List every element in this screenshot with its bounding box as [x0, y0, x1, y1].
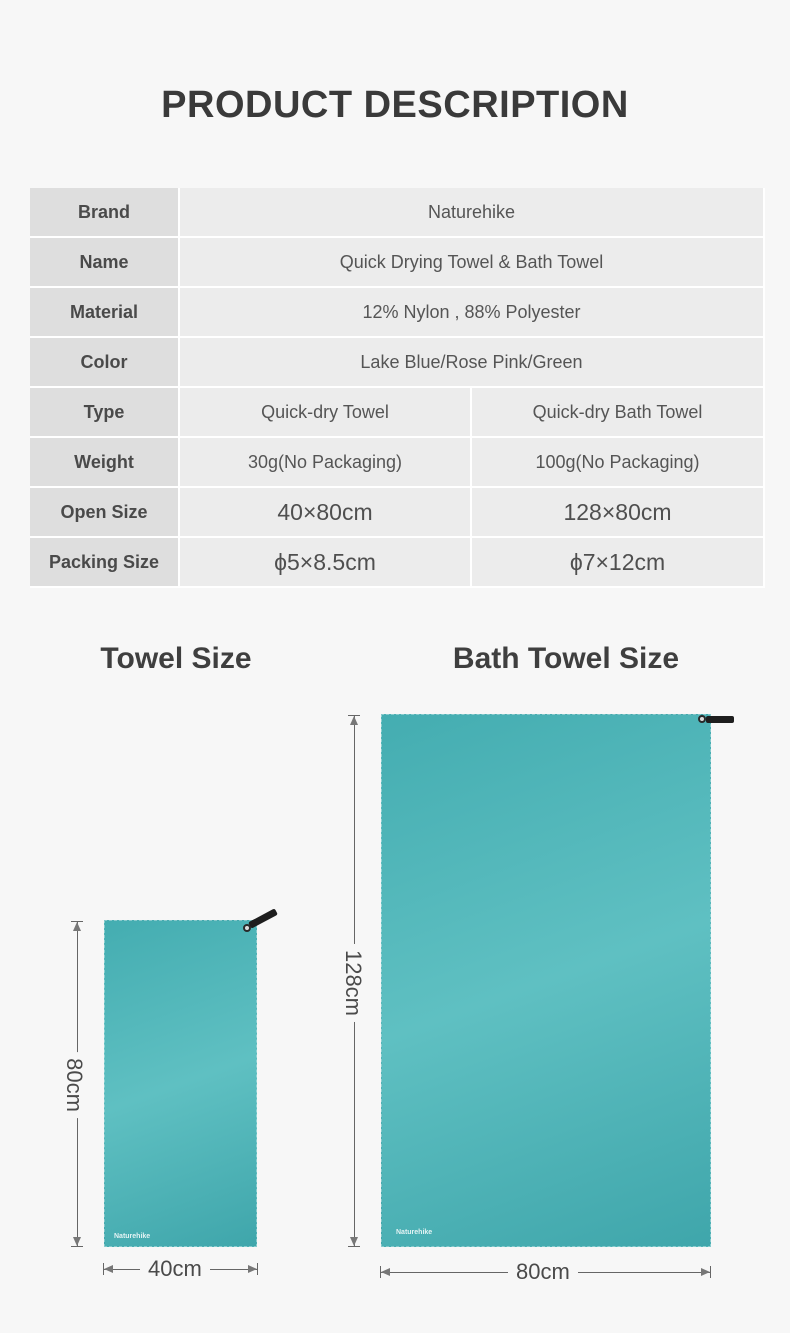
material-value: 12% Nylon , 88% Polyester [180, 288, 765, 338]
towel-height-arrow-down [73, 1237, 81, 1246]
bath-height-arrow-down [350, 1237, 358, 1246]
type-label: Type [30, 388, 180, 438]
bath-towel-hang-loop [698, 715, 706, 723]
towel-width-label: 40cm [140, 1256, 210, 1282]
packing-size-bath: ϕ7×12cm [472, 538, 765, 588]
brand-value: Naturehike [180, 188, 765, 238]
towel-height-tick-bottom [71, 1246, 83, 1247]
towel-height-label: 80cm [61, 1052, 87, 1118]
towel-width-arrow-left [104, 1265, 113, 1273]
open-size-bath: 128×80cm [472, 488, 765, 538]
packing-size-label: Packing Size [30, 538, 180, 588]
towel-width-arrow-right [248, 1265, 257, 1273]
weight-bath: 100g(No Packaging) [472, 438, 765, 488]
packing-size-towel: ϕ5×8.5cm [180, 538, 472, 588]
type-bath: Quick-dry Bath Towel [472, 388, 765, 438]
towel-height-arrow-up [73, 922, 81, 931]
towel-width-tick-right [257, 1263, 258, 1275]
spec-table [30, 188, 765, 588]
weight-towel: 30g(No Packaging) [180, 438, 472, 488]
towel-hang-tag [248, 908, 278, 928]
bath-towel-size-title: Bath Towel Size [452, 642, 680, 675]
bath-height-label: 128cm [340, 944, 366, 1022]
weight-label: Weight [30, 438, 180, 488]
color-value: Lake Blue/Rose Pink/Green [180, 338, 765, 388]
brand-label: Brand [30, 188, 180, 238]
color-label: Color [30, 338, 180, 388]
bath-width-arrow-right [701, 1268, 710, 1276]
bath-width-tick-right [710, 1266, 711, 1278]
bath-height-tick-bottom [348, 1246, 360, 1247]
bath-width-arrow-left [381, 1268, 390, 1276]
bath-towel-hang-tag [706, 716, 734, 723]
page-title: PRODUCT DESCRIPTION [161, 84, 629, 126]
open-size-towel: 40×80cm [180, 488, 472, 538]
towel-image [104, 920, 257, 1247]
bath-height-arrow-up [350, 716, 358, 725]
bath-width-label: 80cm [508, 1259, 578, 1285]
towel-hang-loop [243, 924, 251, 932]
towel-logo: Naturehike [114, 1233, 151, 1240]
bath-towel-logo: Naturehike [396, 1229, 433, 1236]
bath-towel-image [381, 714, 711, 1247]
name-label: Name [30, 238, 180, 288]
name-value: Quick Drying Towel & Bath Towel [180, 238, 765, 288]
type-towel: Quick-dry Towel [180, 388, 472, 438]
open-size-label: Open Size [30, 488, 180, 538]
towel-size-title: Towel Size [100, 642, 252, 675]
material-label: Material [30, 288, 180, 338]
